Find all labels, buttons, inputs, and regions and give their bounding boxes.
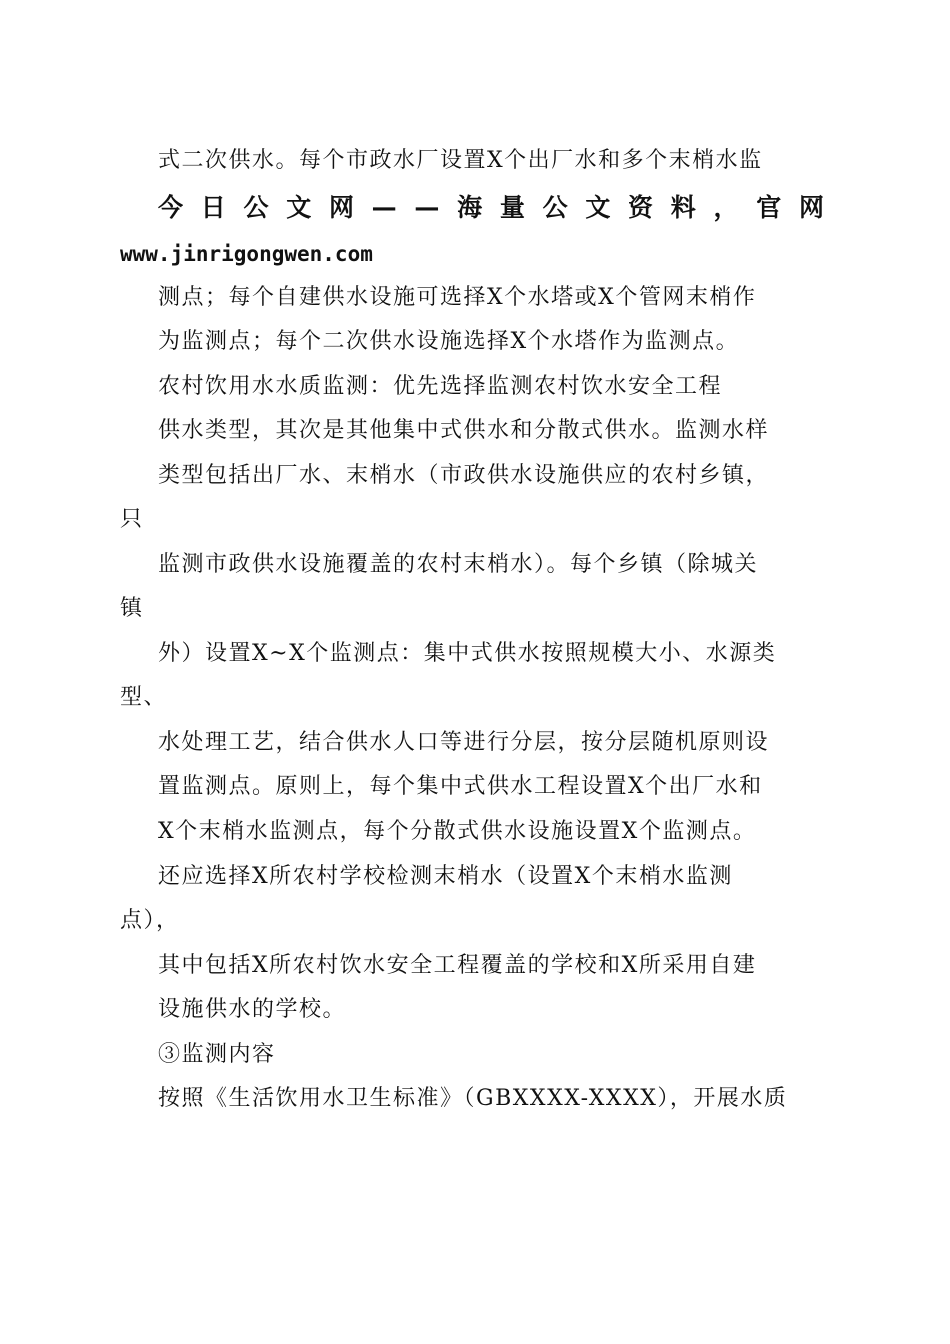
section-heading: ③监测内容 (158, 1042, 276, 1067)
body-text-line: 为监测点；每个二次供水设施选择X个水塔作为监测点。 (158, 329, 740, 354)
banner-char: 料 (670, 193, 696, 222)
banner-char: — (414, 193, 440, 222)
body-text-line: 类型包括出厂水、末梢水（市政供水设施供应的农村乡镇， (158, 463, 770, 488)
banner-char: 量 (499, 193, 525, 222)
banner-char: 文 (585, 193, 611, 222)
body-text-line: 其中包括X所农村饮水安全工程覆盖的学校和X所采用自建 (158, 953, 757, 978)
banner-char: 海 (457, 193, 483, 222)
banner-char: 公 (243, 193, 269, 222)
banner-char: 官 (756, 193, 782, 222)
banner-char: 资 (628, 193, 654, 222)
body-text-line: X个末梢水监测点，每个分散式供水设施设置X个监测点。 (158, 819, 757, 844)
body-text-line: 按照《生活饮用水卫生标准》（GBXXXX-XXXX），开展水质 (158, 1086, 788, 1111)
banner-char: — (371, 193, 397, 222)
body-text-line: 置监测点。原则上，每个集中式供水工程设置X个出厂水和 (158, 774, 763, 799)
body-text-line: 式二次供水。每个市政水厂设置X个出厂水和多个末梢水监 (158, 148, 763, 173)
banner-char: 网 (798, 193, 824, 222)
banner-char: ， (713, 193, 739, 222)
body-text-line: 设施供水的学校。 (158, 997, 347, 1022)
body-text-wrap: 只 (120, 507, 144, 532)
watermark-banner-url: www.jinrigongwen.com (120, 242, 373, 266)
banner-char: 日 (200, 193, 226, 222)
banner-char: 公 (542, 193, 568, 222)
body-text-line: 外）设置X~X个监测点：集中式供水按照规模大小、水源类 (158, 641, 777, 666)
banner-char: 文 (286, 193, 312, 222)
watermark-banner-title (158, 191, 824, 225)
body-text-line: 还应选择X所农村学校检测末梢水（设置X个末梢水监测 (158, 864, 733, 889)
body-text-line: 测点；每个自建供水设施可选择X个水塔或X个管网末梢作 (158, 285, 757, 310)
body-text-wrap: 型、 (120, 685, 168, 710)
body-text-line: 水处理工艺，结合供水人口等进行分层，按分层随机原则设 (158, 730, 770, 755)
body-text-line: 供水类型，其次是其他集中式供水和分散式供水。监测水样 (158, 418, 770, 443)
body-text-line: 农村饮用水水质监测：优先选择监测农村饮水安全工程 (158, 374, 723, 399)
body-text-wrap: 镇 (120, 596, 144, 621)
body-text-wrap: 点）， (120, 908, 180, 933)
body-text-line: 监测市政供水设施覆盖的农村末梢水）。每个乡镇（除城关 (158, 552, 759, 577)
banner-char: 今 (158, 193, 184, 222)
banner-char: 网 (328, 193, 354, 222)
